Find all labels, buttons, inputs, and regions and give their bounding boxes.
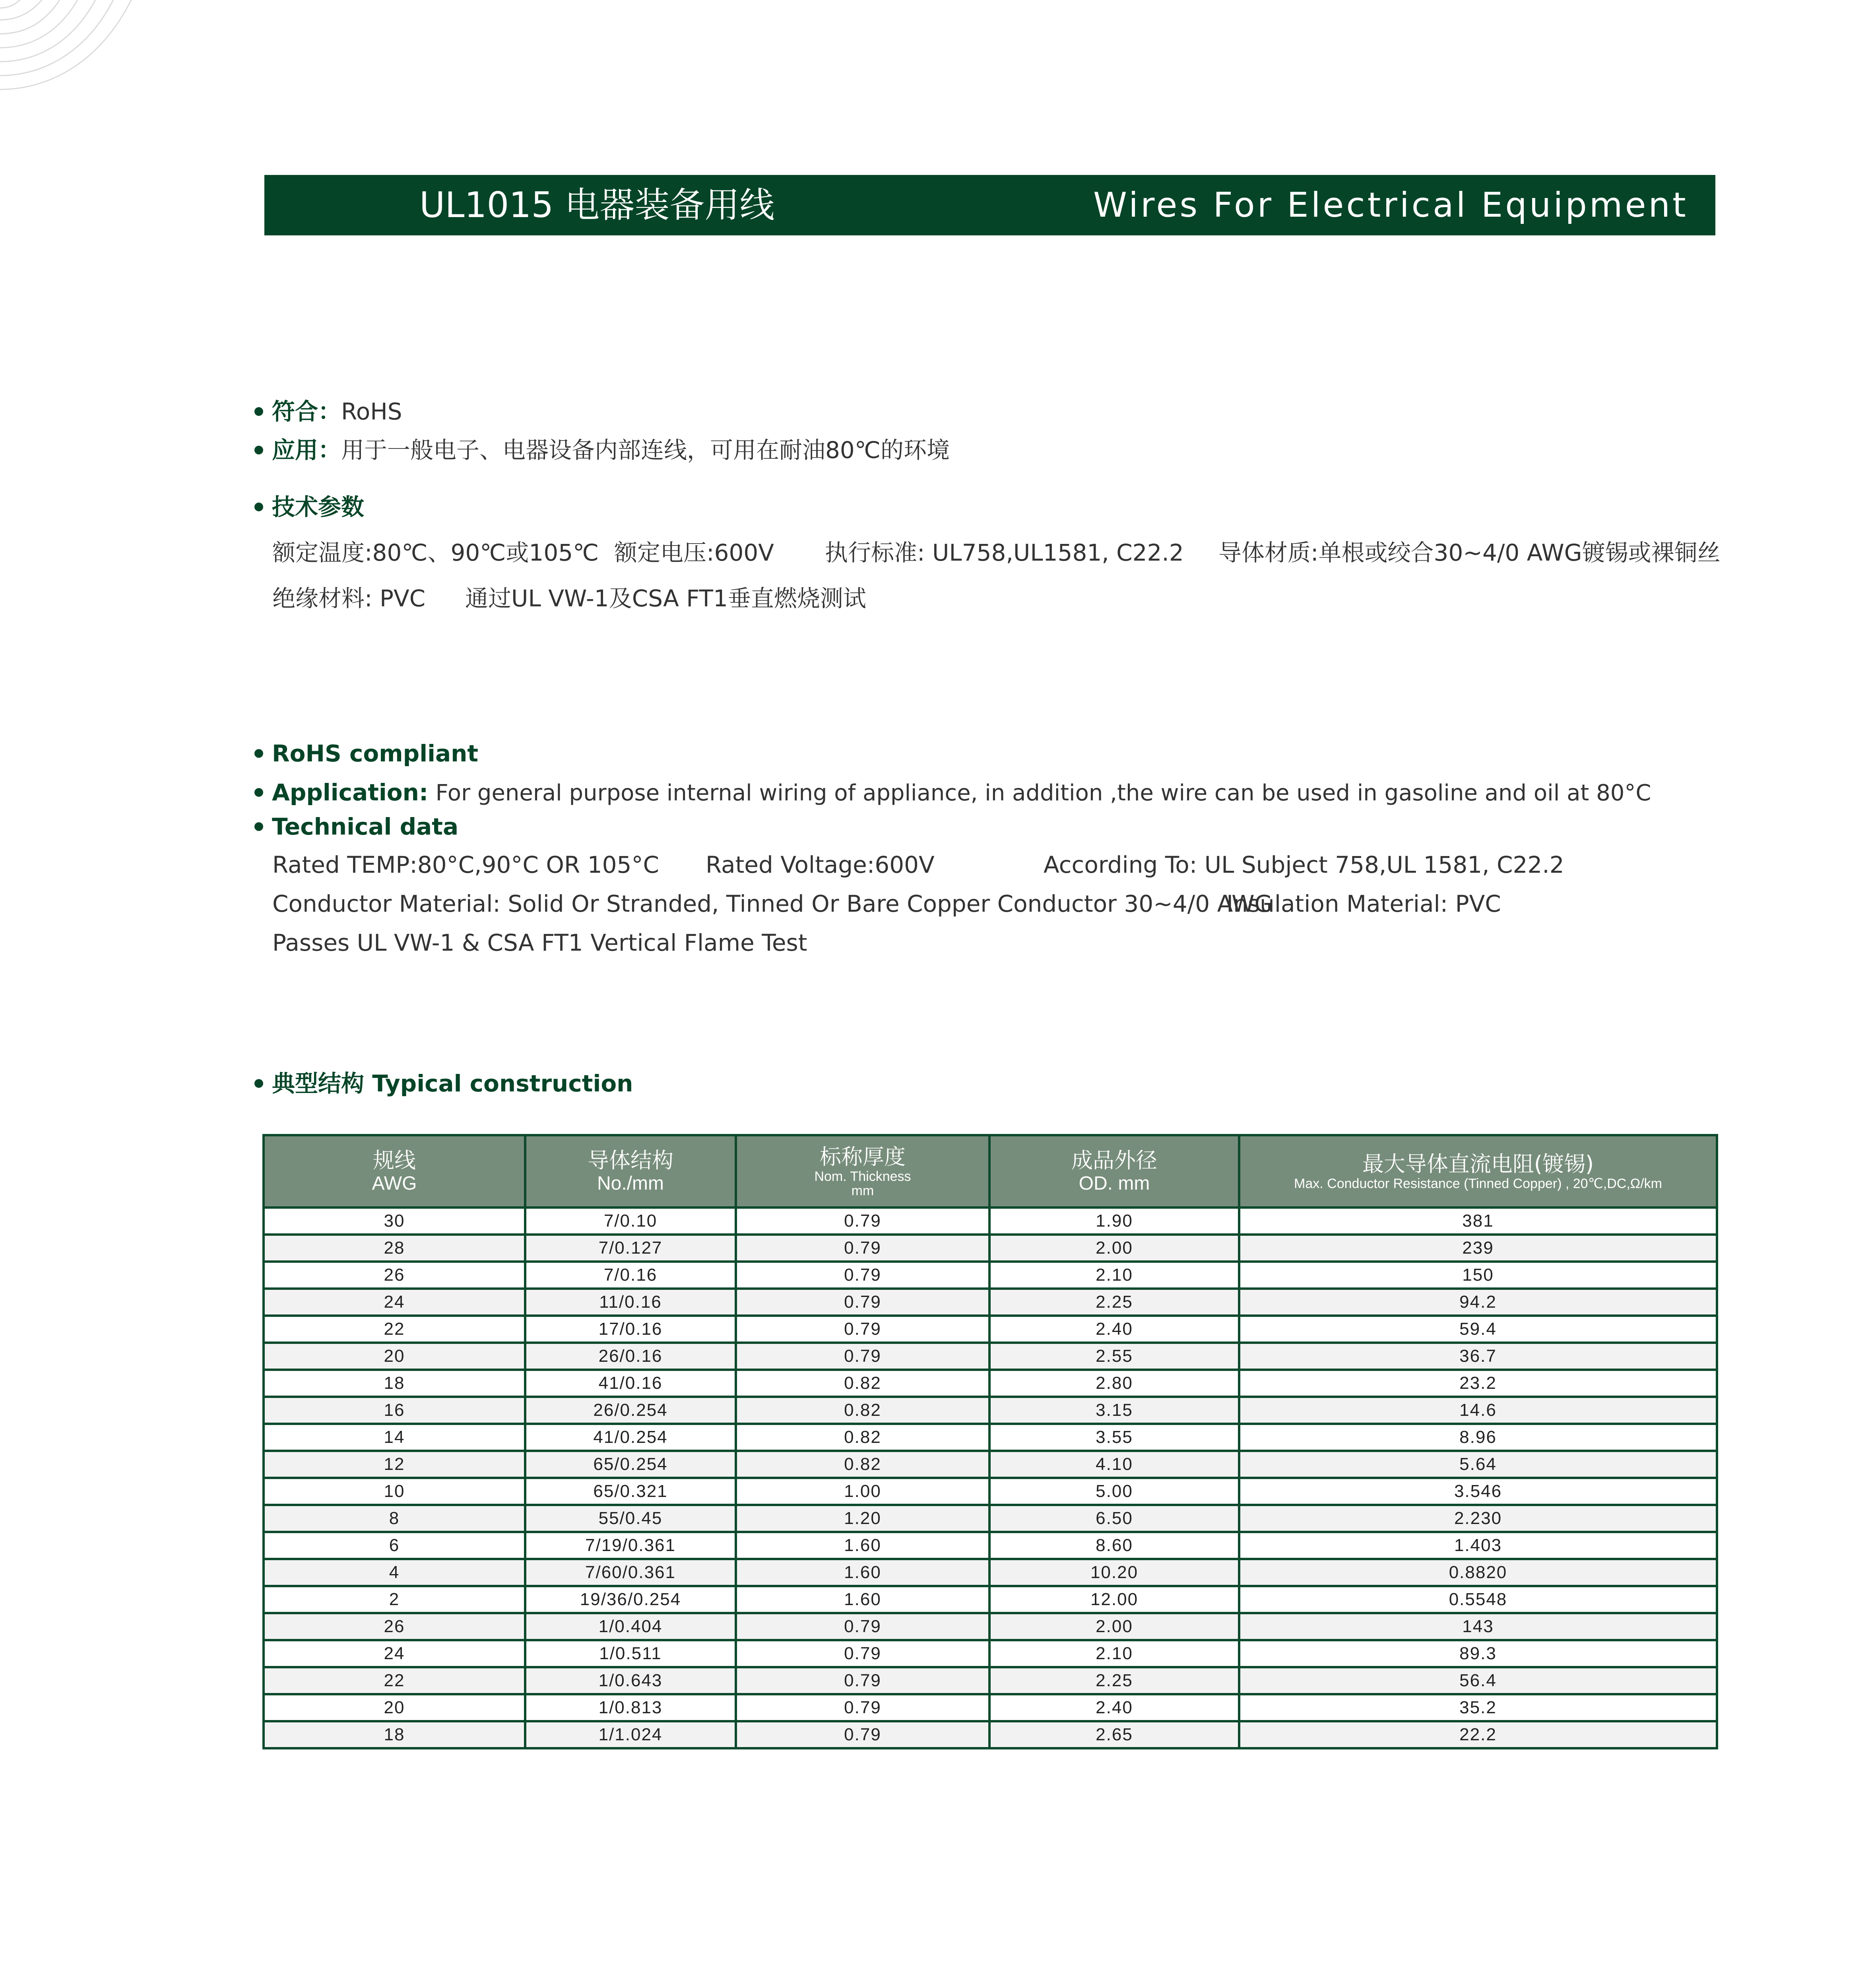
header-conductor: 导体结构 No./mm [525,1135,736,1208]
table-row [264,1667,1717,1694]
table-row [264,1640,1717,1667]
table-header-row [264,1135,1717,1208]
cell-od: 2.25 [989,1667,1239,1694]
cell-awg: 10 [264,1478,525,1505]
cell-thickness: 1.60 [736,1586,989,1613]
cell-thickness: 0.79 [736,1208,989,1235]
cell-od: 2.80 [989,1370,1239,1397]
table-row [264,1559,1717,1586]
cell-resistance: 8.96 [1239,1424,1717,1451]
cell-thickness: 0.79 [736,1316,989,1343]
cell-conductor: 11/0.16 [525,1289,736,1316]
cell-resistance: 89.3 [1239,1640,1717,1667]
cell-od: 10.20 [989,1559,1239,1586]
header-awg: 规线 AWG [264,1135,525,1208]
table-row [264,1397,1717,1424]
cell-resistance: 23.2 [1239,1370,1717,1397]
cell-od: 2.65 [989,1721,1239,1748]
cell-awg: 26 [264,1262,525,1289]
cell-resistance: 35.2 [1239,1694,1717,1721]
cell-thickness: 1.20 [736,1505,989,1532]
cell-od: 2.55 [989,1343,1239,1370]
corner-arc-decoration [0,0,167,103]
cell-awg: 24 [264,1289,525,1316]
table-row [264,1235,1717,1262]
cell-od: 2.25 [989,1289,1239,1316]
cell-thickness: 1.60 [736,1559,989,1586]
cell-resistance: 22.2 [1239,1721,1717,1748]
cell-thickness: 1.60 [736,1532,989,1559]
en-application-value: For general purpose internal wiring of appliance, in addition ,the wire can be used in gasoline and oil at 80°C [435,780,1651,806]
header-thickness: 标称厚度 Nom. Thickness mm [736,1135,989,1208]
cell-thickness: 0.79 [736,1613,989,1640]
table-row [264,1262,1717,1289]
cell-thickness: 0.79 [736,1235,989,1262]
table-row [264,1478,1717,1505]
cn-compliance-label: 符合： [272,398,341,425]
cell-conductor: 65/0.254 [525,1451,736,1478]
cell-od: 2.00 [989,1235,1239,1262]
cn-insulation-material: 绝缘材料: PVC [272,585,426,612]
cell-awg: 2 [264,1586,525,1613]
cell-awg: 30 [264,1208,525,1235]
cell-conductor: 1/0.404 [525,1613,736,1640]
bullet-icon [254,446,263,454]
cn-rated-temp: 额定温度:80℃、90℃或105℃ [272,539,599,566]
cell-conductor: 7/0.10 [525,1208,736,1235]
cell-od: 6.50 [989,1505,1239,1532]
cell-thickness: 0.82 [736,1397,989,1424]
cell-resistance: 56.4 [1239,1667,1717,1694]
cell-awg: 24 [264,1640,525,1667]
table-row [264,1721,1717,1748]
en-tech-line-2 [272,890,1501,918]
cell-conductor: 26/0.16 [525,1343,736,1370]
cell-od: 3.15 [989,1397,1239,1424]
table-row [264,1586,1717,1613]
cell-awg: 8 [264,1505,525,1532]
cell-awg: 14 [264,1424,525,1451]
cn-conductor-material: 导体材质:单根或绞合30~4/0 AWG镀锡或裸铜丝 [1218,539,1721,566]
cn-tech-label: 技术参数 [272,493,365,520]
table-row [264,1532,1717,1559]
cell-od: 5.00 [989,1478,1239,1505]
cell-resistance: 239 [1239,1235,1717,1262]
cn-tech-line-2 [272,584,866,612]
cell-conductor: 65/0.321 [525,1478,736,1505]
cell-thickness: 0.82 [736,1370,989,1397]
cell-resistance: 381 [1239,1208,1717,1235]
cell-thickness: 0.79 [736,1289,989,1316]
cn-application-value: 用于一般电子、电器设备内部连线，可用在耐油80℃的环境 [341,437,950,464]
cell-od: 2.40 [989,1694,1239,1721]
cell-awg: 20 [264,1343,525,1370]
cell-awg: 18 [264,1370,525,1397]
cell-awg: 28 [264,1235,525,1262]
cn-rated-voltage: 额定电压:600V [614,539,774,566]
cell-thickness: 0.82 [736,1424,989,1451]
cell-awg: 12 [264,1451,525,1478]
table-row [264,1316,1717,1343]
cell-resistance: 1.403 [1239,1532,1717,1559]
banner-title-en: Wires For Electrical Equipment [1093,185,1688,225]
en-tech-line-3 [272,929,807,957]
cell-awg: 22 [264,1667,525,1694]
cn-compliance-item [254,398,402,425]
cell-thickness: 0.79 [736,1667,989,1694]
cn-compliance-value: RoHS [341,398,402,425]
header-resistance: 最大导体直流电阻(镀锡) Max. Conductor Resistance (Tinned Copper) , 20℃,DC,Ω/km [1239,1135,1717,1208]
cell-resistance: 3.546 [1239,1478,1717,1505]
cell-awg: 6 [264,1532,525,1559]
cell-od: 2.10 [989,1262,1239,1289]
construction-heading-label: 典型结构 Typical construction [272,1070,633,1097]
cell-resistance: 36.7 [1239,1343,1717,1370]
cell-od: 1.90 [989,1208,1239,1235]
cell-od: 4.10 [989,1451,1239,1478]
en-insulation-material: Insulation Material: PVC [1226,890,1501,917]
cell-thickness: 0.79 [736,1721,989,1748]
bullet-icon [254,822,263,831]
cn-flame-test: 通过UL VW-1及CSA FT1垂直燃烧测试 [465,585,866,612]
cell-awg: 4 [264,1559,525,1586]
cell-awg: 16 [264,1397,525,1424]
cell-conductor: 17/0.16 [525,1316,736,1343]
cell-od: 2.10 [989,1640,1239,1667]
cell-conductor: 41/0.254 [525,1424,736,1451]
banner-title-cn: UL1015 电器装备用线 [419,184,775,225]
cell-thickness: 1.00 [736,1478,989,1505]
table-row [264,1613,1717,1640]
cell-resistance: 2.230 [1239,1505,1717,1532]
cell-od: 2.40 [989,1316,1239,1343]
cn-application-label: 应用： [272,437,341,464]
en-conductor-material: Conductor Material: Solid Or Stranded, Tinned Or Bare Copper Conductor 30~4/0 AWG [272,890,1273,917]
cell-conductor: 1/0.813 [525,1694,736,1721]
cell-od: 8.60 [989,1532,1239,1559]
en-rohs-item [254,740,478,767]
en-rohs-label: RoHS compliant [272,740,479,767]
cell-thickness: 0.82 [736,1451,989,1478]
cell-conductor: 1/1.024 [525,1721,736,1748]
cell-thickness: 0.79 [736,1262,989,1289]
bullet-icon [254,503,263,511]
en-application-label: Application: [272,779,429,806]
cell-thickness: 0.79 [736,1694,989,1721]
table-row [264,1451,1717,1478]
cell-thickness: 0.79 [736,1343,989,1370]
en-tech-line-1 [272,851,1564,879]
table-body [264,1208,1717,1748]
title-banner [264,175,1715,235]
table-row [264,1424,1717,1451]
bullet-icon [254,788,263,797]
cell-thickness: 0.79 [736,1640,989,1667]
cell-conductor: 7/19/0.361 [525,1532,736,1559]
cell-awg: 18 [264,1721,525,1748]
table-row [264,1370,1717,1397]
table-row [264,1694,1717,1721]
cell-conductor: 1/0.643 [525,1667,736,1694]
cn-application-item [254,436,950,464]
cell-resistance: 59.4 [1239,1316,1717,1343]
cell-conductor: 7/60/0.361 [525,1559,736,1586]
cn-tech-line-1 [272,539,1721,567]
cell-conductor: 19/36/0.254 [525,1586,736,1613]
cell-conductor: 55/0.45 [525,1505,736,1532]
table-row [264,1289,1717,1316]
cell-awg: 20 [264,1694,525,1721]
construction-table [262,1134,1718,1749]
cell-resistance: 94.2 [1239,1289,1717,1316]
table-row [264,1208,1717,1235]
cell-od: 3.55 [989,1424,1239,1451]
table-row [264,1505,1717,1532]
cell-conductor: 7/0.16 [525,1262,736,1289]
en-application-item [254,779,1651,807]
cell-conductor: 7/0.127 [525,1235,736,1262]
header-od: 成品外径 OD. mm [989,1135,1239,1208]
bullet-icon [254,407,263,416]
en-rated-voltage: Rated Voltage:600V [706,851,935,878]
en-tech-heading [254,813,458,841]
cell-od: 2.00 [989,1613,1239,1640]
cell-conductor: 26/0.254 [525,1397,736,1424]
cell-resistance: 0.5548 [1239,1586,1717,1613]
cell-awg: 22 [264,1316,525,1343]
cell-resistance: 14.6 [1239,1397,1717,1424]
cn-tech-heading [254,493,364,521]
bullet-icon [254,749,263,758]
cell-conductor: 41/0.16 [525,1370,736,1397]
cn-standard: 执行标准: UL758,UL1581, C22.2 [825,539,1184,566]
cell-resistance: 150 [1239,1262,1717,1289]
en-rated-temp: Rated TEMP:80°C,90°C OR 105°C [272,851,659,878]
en-tech-label: Technical data [272,813,459,840]
construction-heading [254,1070,633,1097]
cell-od: 12.00 [989,1586,1239,1613]
table-row [264,1343,1717,1370]
cell-awg: 26 [264,1613,525,1640]
en-standard: According To: UL Subject 758,UL 1581, C22.2 [1044,851,1564,878]
cell-conductor: 1/0.511 [525,1640,736,1667]
bullet-icon [254,1079,263,1088]
cell-resistance: 0.8820 [1239,1559,1717,1586]
en-flame-test: Passes UL VW-1 & CSA FT1 Vertical Flame Test [272,929,807,956]
cell-resistance: 143 [1239,1613,1717,1640]
cell-resistance: 5.64 [1239,1451,1717,1478]
